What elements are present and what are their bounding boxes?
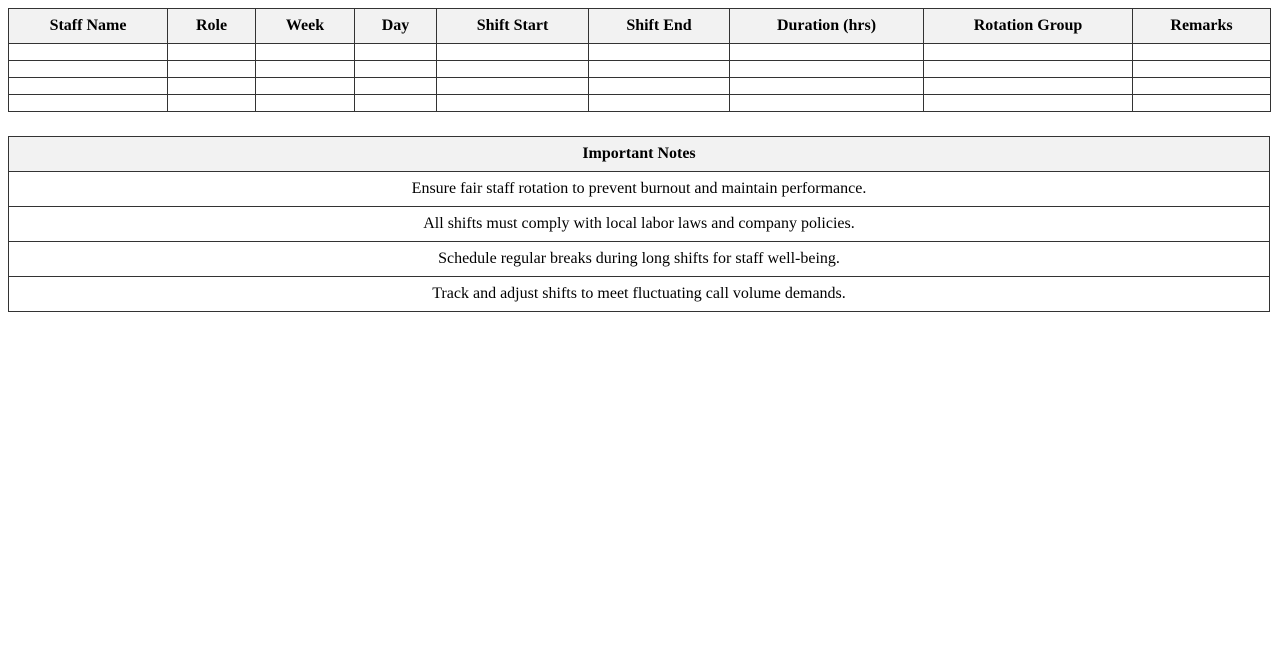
table-cell[interactable]: [168, 78, 256, 95]
important-notes-table: [8, 136, 1270, 312]
table-cell[interactable]: [256, 95, 355, 112]
table-row: [9, 61, 1271, 78]
table-cell[interactable]: [1133, 61, 1271, 78]
table-cell[interactable]: [437, 61, 589, 78]
column-header-week: Week: [256, 9, 355, 44]
column-header-rotation-group: Rotation Group: [924, 9, 1133, 44]
table-cell[interactable]: [437, 78, 589, 95]
table-cell[interactable]: [589, 78, 730, 95]
column-header-day: Day: [355, 9, 437, 44]
table-cell[interactable]: [589, 44, 730, 61]
table-cell[interactable]: [730, 78, 924, 95]
table-cell[interactable]: [1133, 95, 1271, 112]
table-cell[interactable]: [437, 95, 589, 112]
note-text: Ensure fair staff rotation to prevent burnout and maintain performance.: [9, 172, 1270, 207]
table-cell[interactable]: [168, 95, 256, 112]
list-item: [9, 242, 1270, 277]
column-header-staff-name: Staff Name: [9, 9, 168, 44]
list-item: [9, 277, 1270, 312]
table-cell[interactable]: [9, 61, 168, 78]
table-cell[interactable]: [730, 44, 924, 61]
column-header-remarks: Remarks: [1133, 9, 1271, 44]
table-cell[interactable]: [924, 44, 1133, 61]
schedule-header-row: [9, 9, 1271, 44]
table-cell[interactable]: [9, 78, 168, 95]
table-cell[interactable]: [9, 44, 168, 61]
column-header-shift-end: Shift End: [589, 9, 730, 44]
table-cell[interactable]: [924, 95, 1133, 112]
table-cell[interactable]: [924, 78, 1133, 95]
list-item: [9, 207, 1270, 242]
table-cell[interactable]: [256, 44, 355, 61]
table-cell[interactable]: [355, 78, 437, 95]
table-cell[interactable]: [256, 61, 355, 78]
table-row: [9, 44, 1271, 61]
table-cell[interactable]: [256, 78, 355, 95]
notes-title: Important Notes: [9, 137, 1270, 172]
table-cell[interactable]: [168, 44, 256, 61]
table-cell[interactable]: [9, 95, 168, 112]
table-cell[interactable]: [1133, 78, 1271, 95]
table-cell[interactable]: [730, 95, 924, 112]
note-text: Track and adjust shifts to meet fluctuating call volume demands.: [9, 277, 1270, 312]
table-cell[interactable]: [355, 44, 437, 61]
table-cell[interactable]: [730, 61, 924, 78]
column-header-role: Role: [168, 9, 256, 44]
shift-schedule-table: [8, 8, 1271, 112]
table-cell[interactable]: [924, 61, 1133, 78]
table-cell[interactable]: [1133, 44, 1271, 61]
note-text: All shifts must comply with local labor laws and company policies.: [9, 207, 1270, 242]
table-cell[interactable]: [355, 95, 437, 112]
table-cell[interactable]: [437, 44, 589, 61]
table-row: [9, 95, 1271, 112]
notes-header-row: [9, 137, 1270, 172]
list-item: [9, 172, 1270, 207]
table-cell[interactable]: [589, 95, 730, 112]
table-cell[interactable]: [589, 61, 730, 78]
table-row: [9, 78, 1271, 95]
table-cell[interactable]: [168, 61, 256, 78]
column-header-shift-start: Shift Start: [437, 9, 589, 44]
table-cell[interactable]: [355, 61, 437, 78]
note-text: Schedule regular breaks during long shifts for staff well-being.: [9, 242, 1270, 277]
column-header-duration: Duration (hrs): [730, 9, 924, 44]
